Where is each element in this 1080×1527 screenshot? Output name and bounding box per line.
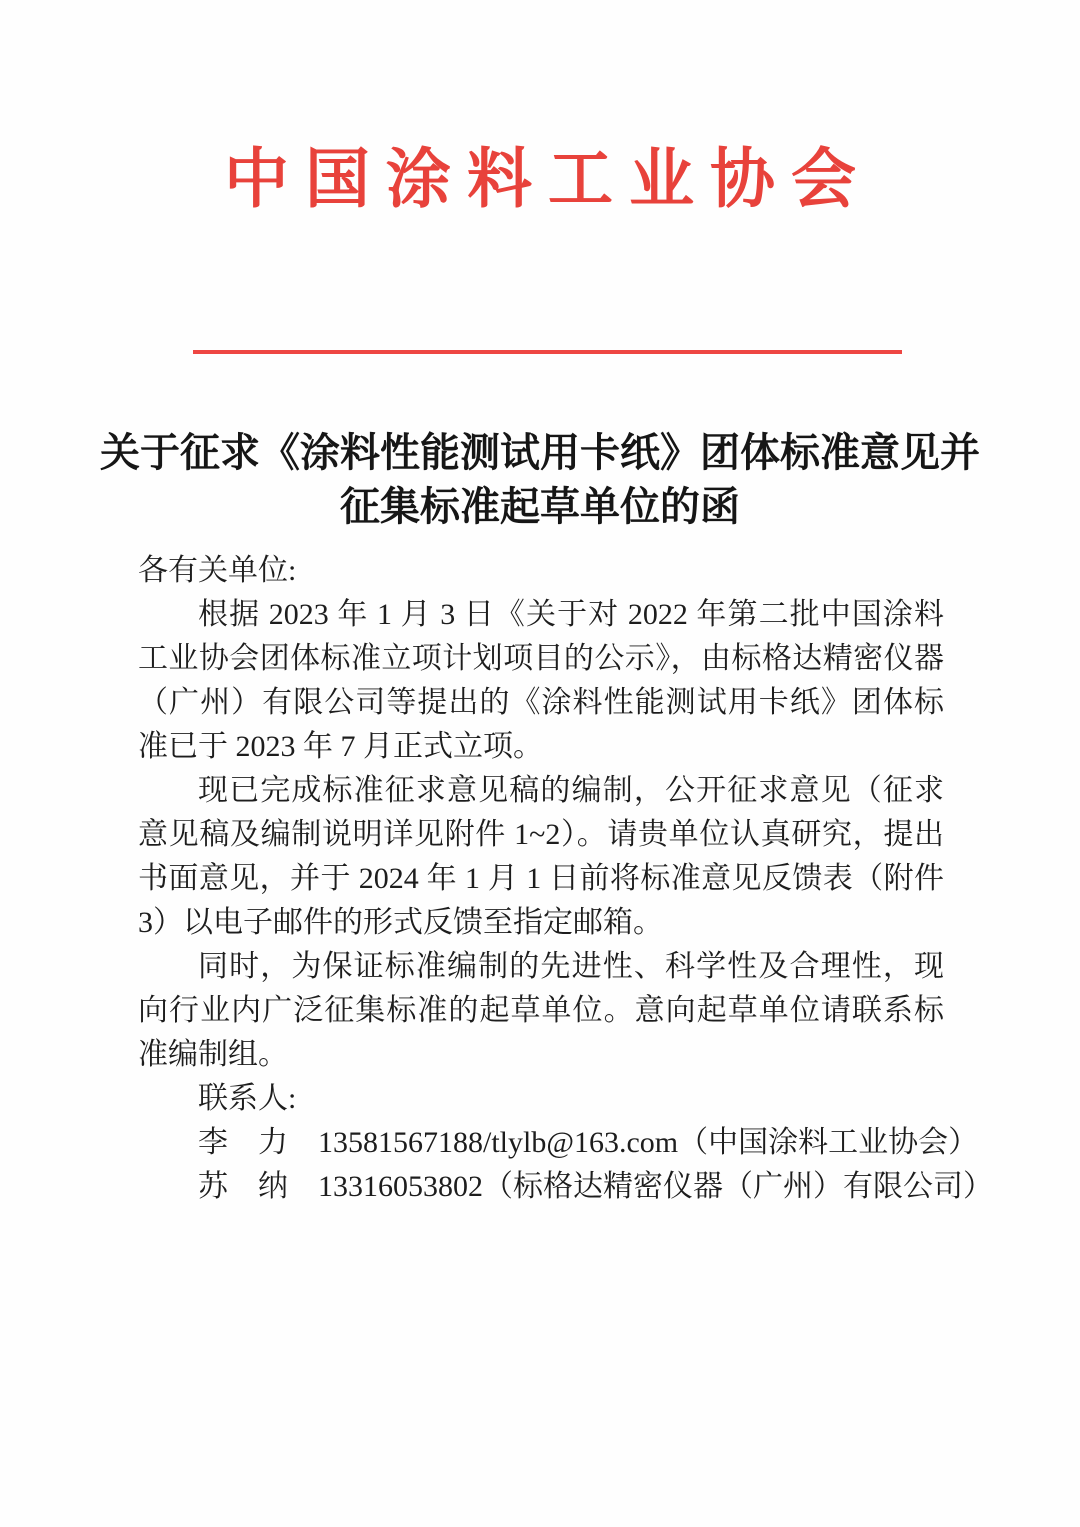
salutation: 各有关单位:	[138, 554, 297, 587]
paragraph-drafting-units: 同时，为保证标准编制的先进性、科学性及合理性，现向行业内广泛征集标准的起草单位。意向起草单位请联系标准编制组。	[138, 950, 944, 1071]
contact-name: 苏 纳	[198, 1170, 288, 1203]
document-title	[70, 426, 1010, 534]
contact-details: 13316053802（标格达精密仪器（广州）有限公司）	[318, 1170, 993, 1203]
letter-body	[138, 549, 993, 1209]
paragraph-project-approval: 根据 2023 年 1 月 3 日《关于对 2022 年第二批中国涂料工业协会团体标准立项计划项目的公示》，由标格达精密仪器（广州）有限公司等提出的《涂料性能测试用卡纸》团体标准已于 2023 年 7 月正式立项。	[138, 598, 944, 763]
contact-details: 13581567188/tlylb@163.com（中国涂料工业协会）	[318, 1126, 979, 1159]
document-title-line-2: 征集标准起草单位的函	[340, 484, 740, 529]
letterhead-divider-rule	[193, 350, 902, 354]
contact-row	[138, 1165, 993, 1209]
paragraph-comment-solicitation: 现已完成标准征求意见稿的编制，公开征求意见（征求意见稿及编制说明详见附件 1~2）。请贵单位认真研究，提出书面意见，并于 2024 年 1 月 1 日前将标准意见反馈表（附件 3）以电子邮件的形式反馈至指定邮箱。	[138, 774, 944, 939]
contact-name: 李 力	[198, 1126, 288, 1159]
association-letterhead-title: 中国涂料工业协会	[223, 144, 872, 216]
contact-row	[138, 1121, 979, 1165]
document-title-line-1: 关于征求《涂料性能测试用卡纸》团体标准意见并	[100, 430, 980, 475]
contacts-heading: 联系人:	[198, 1082, 297, 1115]
